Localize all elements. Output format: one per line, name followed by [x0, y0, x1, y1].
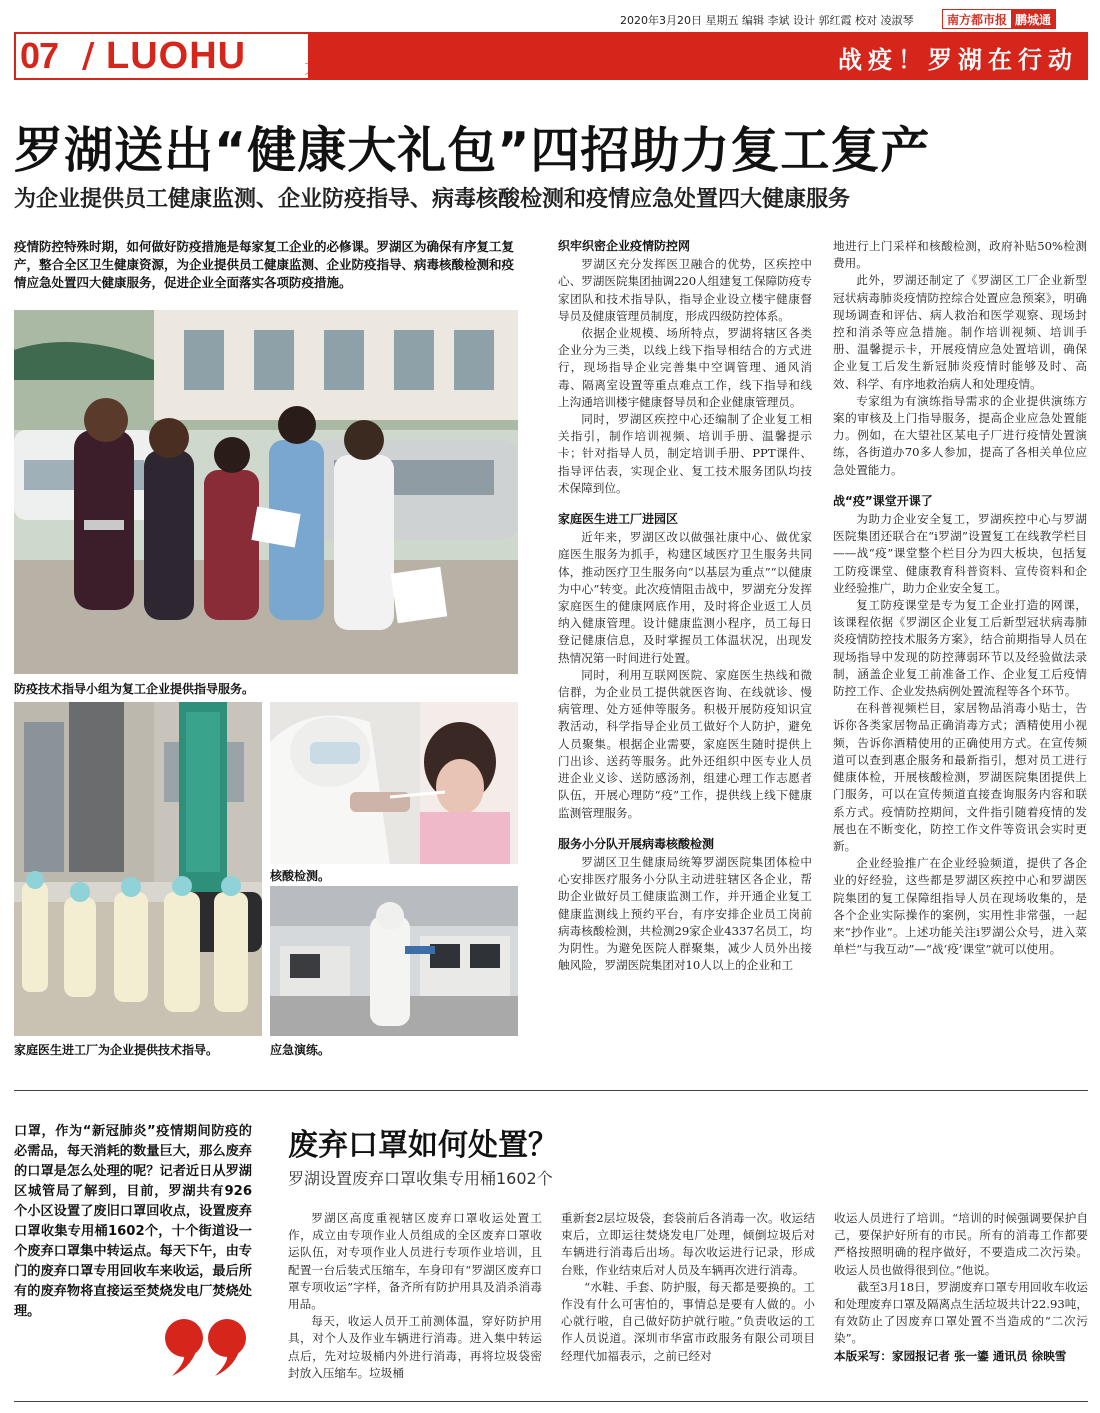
- story1-column-2: [833, 238, 1087, 958]
- paragraph: 为助力企业安全复工，罗湖疾控中心与罗湖医院集团还联合在“i罗湖”设置复工在线教学栏目——战“疫”课堂整个栏目分为四大板块，包括复工防疫课堂、健康教育科普资料、宣传资料和企业经验推广，助力企业安全复工。: [833, 512, 1087, 595]
- story-lede: 疫情防控特殊时期，如何做好防疫措施是每家复工企业的必修课。罗湖区为确保有序复工复产，整合全区卫生健康资源，为企业提供员工健康监测、企业防疫指导、病毒核酸检测和疫情应急处置四大健康服务，促进企业全面落实各项防疫措施。: [14, 239, 515, 290]
- section-name: LUOHU: [106, 35, 247, 77]
- paragraph: 重新套2层垃圾袋，套袋前后各消毒一次。收运结束后，立即运往焚烧发电厂处理，倾倒垃圾后对车辆进行消毒后出场。每次收运进行记录，形成台账，作业结束后对人员及车辆再次进行消毒。: [561, 1211, 815, 1277]
- photo-emergency-drill: [270, 886, 518, 1036]
- caption-family-doctor: 家庭医生进工厂为企业提供技术指导。: [14, 1043, 219, 1057]
- paragraph: 收运人员进行了培训。“培训的时候强调要保护自己，要保护好所有的市民。所有的消毒工作都要严格按照明确的程序做好，不要造成二次污染。收运人员也做得很到位。”他说。: [834, 1211, 1088, 1277]
- subhead-online-class: 战“疫”课堂开课了: [833, 493, 933, 508]
- newspaper-logo: [942, 9, 1056, 29]
- caption-nucleic-test: 核酸检测。: [270, 869, 331, 883]
- main-headline: 罗湖送出“健康大礼包”四招助力复工复产: [14, 122, 931, 179]
- logo-nandu: 南方都市报: [947, 12, 1008, 27]
- paragraph: 企业经验推广在企业经验频道，提供了各企业的好经验，这些都是罗湖区疾控中心和罗湖医院集团的复工保障组指导人员在现场收集的，是各个企业实际操作的案例，实用性非常强，一起来“抄作业”。上述功能关注i罗湖公众号，进入菜单栏“与我互动”—“战‘疫’课堂”就可以使用。: [833, 856, 1087, 957]
- photo-guidance-team: [14, 310, 518, 674]
- photo-nucleic-test: [270, 702, 518, 864]
- quote-mark-icon: [164, 1318, 250, 1382]
- paragraph: 近年来，罗湖区改以做强社康中心、做优家庭医生服务为抓手，构建区域医疗卫生服务共同体，推动医疗卫生服务向“以基层为重点”“以健康为中心”转变。此次疫情阻击战中，罗湖充分发挥家庭医生的健康网底作用，及时将企业返工人员纳入健康管理。设计健康监测小程序，员工每日登记健康信息，及时掌握员工体温状况，出现发热情况第一时间进行处置。: [558, 530, 812, 665]
- paragraph: 罗湖区高度重视辖区废弃口罩收运处置工作，成立由专项作业人员组成的全区废弃口罩收运队伍，对专项作业人员进行专项作业培训，且配置一台后装式压缩车，车身印有“罗湖区废弃口罩专项收运”字样，备齐所有防护用具及消杀消毒用品。: [288, 1211, 542, 1312]
- story1-column-1: [558, 238, 812, 974]
- caption-emergency-drill: 应急演练。: [270, 1043, 331, 1057]
- paragraph: 依据企业规模、场所特点，罗湖将辖区各类企业分为三类，以线上线下指导相结合的方式进行，现场指导企业完善集中空调管理、通风消毒、隔离室设置等重点难点工作，线下指导和线上沟通培训楼宇健康督导员和企业健康管理员。: [558, 326, 812, 409]
- caption-guidance-team: 防疫技术指导小组为复工企业提供指导服务。: [14, 682, 255, 696]
- paragraph: “水鞋、手套、防护服，每天都是要换的。工作没有什么可害怕的，事情总是要有人做的。小心就行啦，自己做好防护就行啦。”负责收运的工作人员说道。深圳市华富市政服务有限公司项目经理代加福表示，之前已经对: [561, 1279, 815, 1363]
- paragraph: 地进行上门采样和核酸检测，政府补贴50%检测费用。: [833, 239, 1087, 271]
- subhead-prevention-network: 织牢织密企业疫情防控网: [558, 239, 691, 253]
- paragraph: 复工防疫课堂是专为复工企业打造的网课，该课程依据《罗湖区企业复工后新型冠状病毒肺炎疫情防控技术服务方案》，结合前期指导人员在现场指导中发现的防控薄弱环节以及经验做法录制，涵盖企业复工前准备工作、企业复工后疫情防控工作、企业发热病例处置流程等各个环节。: [833, 598, 1087, 699]
- paragraph: 此外，罗湖还制定了《罗湖区工厂企业新型冠状病毒肺炎疫情防控综合处置应急预案》，明确现场调查和评估、病人救治和医学观察、现场封控和消杀等应急措施。制作培训视频、培训手册、温馨提示卡，开展疫情应急处置培训，确保企业复工后发生新冠肺炎疫情时能够及时、高效、科学、有序地救治病人和处理疫情。: [833, 273, 1087, 391]
- banner-slogan: 战疫！罗湖在行动: [838, 46, 1078, 74]
- story2-intro: 口罩，作为“新冠肺炎”疫情期间防疫的必需品，每天消耗的数量巨大，那么废弃的口罩是怎么处理的呢？记者近日从罗湖区城管局了解到，目前，罗湖共有926个小区设置了废旧口罩回收点，设置废弃口罩收集专用桶1602个，十个街道设一个废弃口罩集中转运点。每天下午，由专门的废弃口罩专用回收车来收运，最后所有的废弃物将直接运至焚烧发电厂焚烧处理。: [14, 1124, 252, 1319]
- subhead-nucleic-test: 服务小分队开展病毒核酸检测: [558, 836, 715, 851]
- story2-headline: 废弃口罩如何处置？: [288, 1128, 558, 1163]
- story2-column-1: [288, 1210, 542, 1382]
- bottom-rule: [14, 1401, 1088, 1402]
- subhead-family-doctor: 家庭医生进工厂进园区: [558, 512, 679, 527]
- page-number: 07: [20, 35, 59, 76]
- paragraph: 在科普视频栏目，家居物品消毒小贴士，告诉你各类家居物品正确消毒方式；酒精使用小视频，告诉你酒精使用的正确使用方式。在宣传频道可以查到惠企服务和最新指引，想对员工进行健康体检，开展核酸检测，罗湖医院集团提供上门服务，可以在宣传频道直接查询服务内容和联系方式。疫情防控期间，文件指引随着疫情的发展也在不断变化，防控工作文件等资讯会实时更新。: [833, 701, 1087, 853]
- story2-column-3: [834, 1210, 1088, 1365]
- paragraph: 每天，收运人员开工前测体温，穿好防护用具，对个人及作业车辆进行消毒。进入集中转运点后，先对垃圾桶内外进行消毒，再将垃圾袋密封放入压缩车。垃圾桶: [288, 1314, 542, 1380]
- paragraph: 罗湖区卫生健康局统筹罗湖医院集团体检中心安排医疗服务小分队主动进驻辖区各企业，帮助企业做好员工健康监测工作，并开通企业复工健康监测线上预约平台，有序安排企业员工岗前病毒核酸检测，共检测29家企业4337名员工，均为阴性。为避免医院人群聚集，减少人员外出接触风险，罗湖医院集团对10人以上的企业和工: [558, 854, 812, 973]
- byline: 本版采写：家园报记者 张一鎏 通讯员 徐映雪: [834, 1348, 1067, 1363]
- story-divider: [14, 1090, 1088, 1091]
- story2-subhead: 罗湖设置废弃口罩收集专用桶1602个: [288, 1169, 553, 1188]
- main-subhead: 为企业提供员工健康监测、企业防疫指导、病毒核酸检测和疫情应急处置四大健康服务: [14, 187, 851, 212]
- logo-pengcheng: 鹏城通: [1011, 10, 1055, 28]
- section-divider-slash: /: [82, 36, 95, 76]
- paragraph: 截至3月18日，罗湖废弃口罩专用回收车收运和处理废弃口罩及隔离点生活垃圾共计22.93吨，有效防止了因废弃口罩处置不当造成的“二次污染”。: [834, 1279, 1089, 1346]
- paragraph: 同时，罗湖区疾控中心还编制了企业复工相关指引，制作培训视频、培训手册、温馨提示卡；针对指导人员，制定培训手册、PPT课件、指导评估表，实现企业、复工技术服务团队均技术保障到位。: [558, 412, 812, 495]
- paragraph: 专家组为有演练指导需求的企业提供演练方案的审核及上门指导服务，提高企业应急处置能力。例如，在大望社区某电子厂进行疫情处置演练，各街道办70多人参加，提高了各相关单位应急处置能力。: [833, 393, 1087, 477]
- sub-section-name: 大事: [304, 56, 343, 78]
- paragraph: 同时，利用互联网医院、家庭医生热线和微信群，为企业员工提供就医咨询、在线就诊、慢病管理、处方延伸等服务。积极开展防疫知识宣教活动，科学指导企业员工做好个人防护，避免人员聚集。根据企业需要，家庭医生随时提供上门出诊、送药等服务。此外还组织中医专业人员进企业义诊、送防感汤剂，组建心理工作志愿者队伍，开展心理防“疫”工作，提供线上线下健康监测管理服务。: [558, 667, 812, 820]
- photo-family-doctor: [14, 702, 262, 1036]
- issue-meta-line: 2020年3月20日 星期五 编辑 李斌 设计 郭红霞 校对 凌淑琴: [620, 14, 914, 27]
- paragraph: 罗湖区充分发挥医卫融合的优势，区疾控中心、罗湖医院集团抽调220人组建复工保障防疫专家团队和技术指导队，指导企业设立楼宇健康督导员及健康管理员制度，形成四级防控体系。: [558, 257, 813, 323]
- story2-column-2: [561, 1210, 815, 1365]
